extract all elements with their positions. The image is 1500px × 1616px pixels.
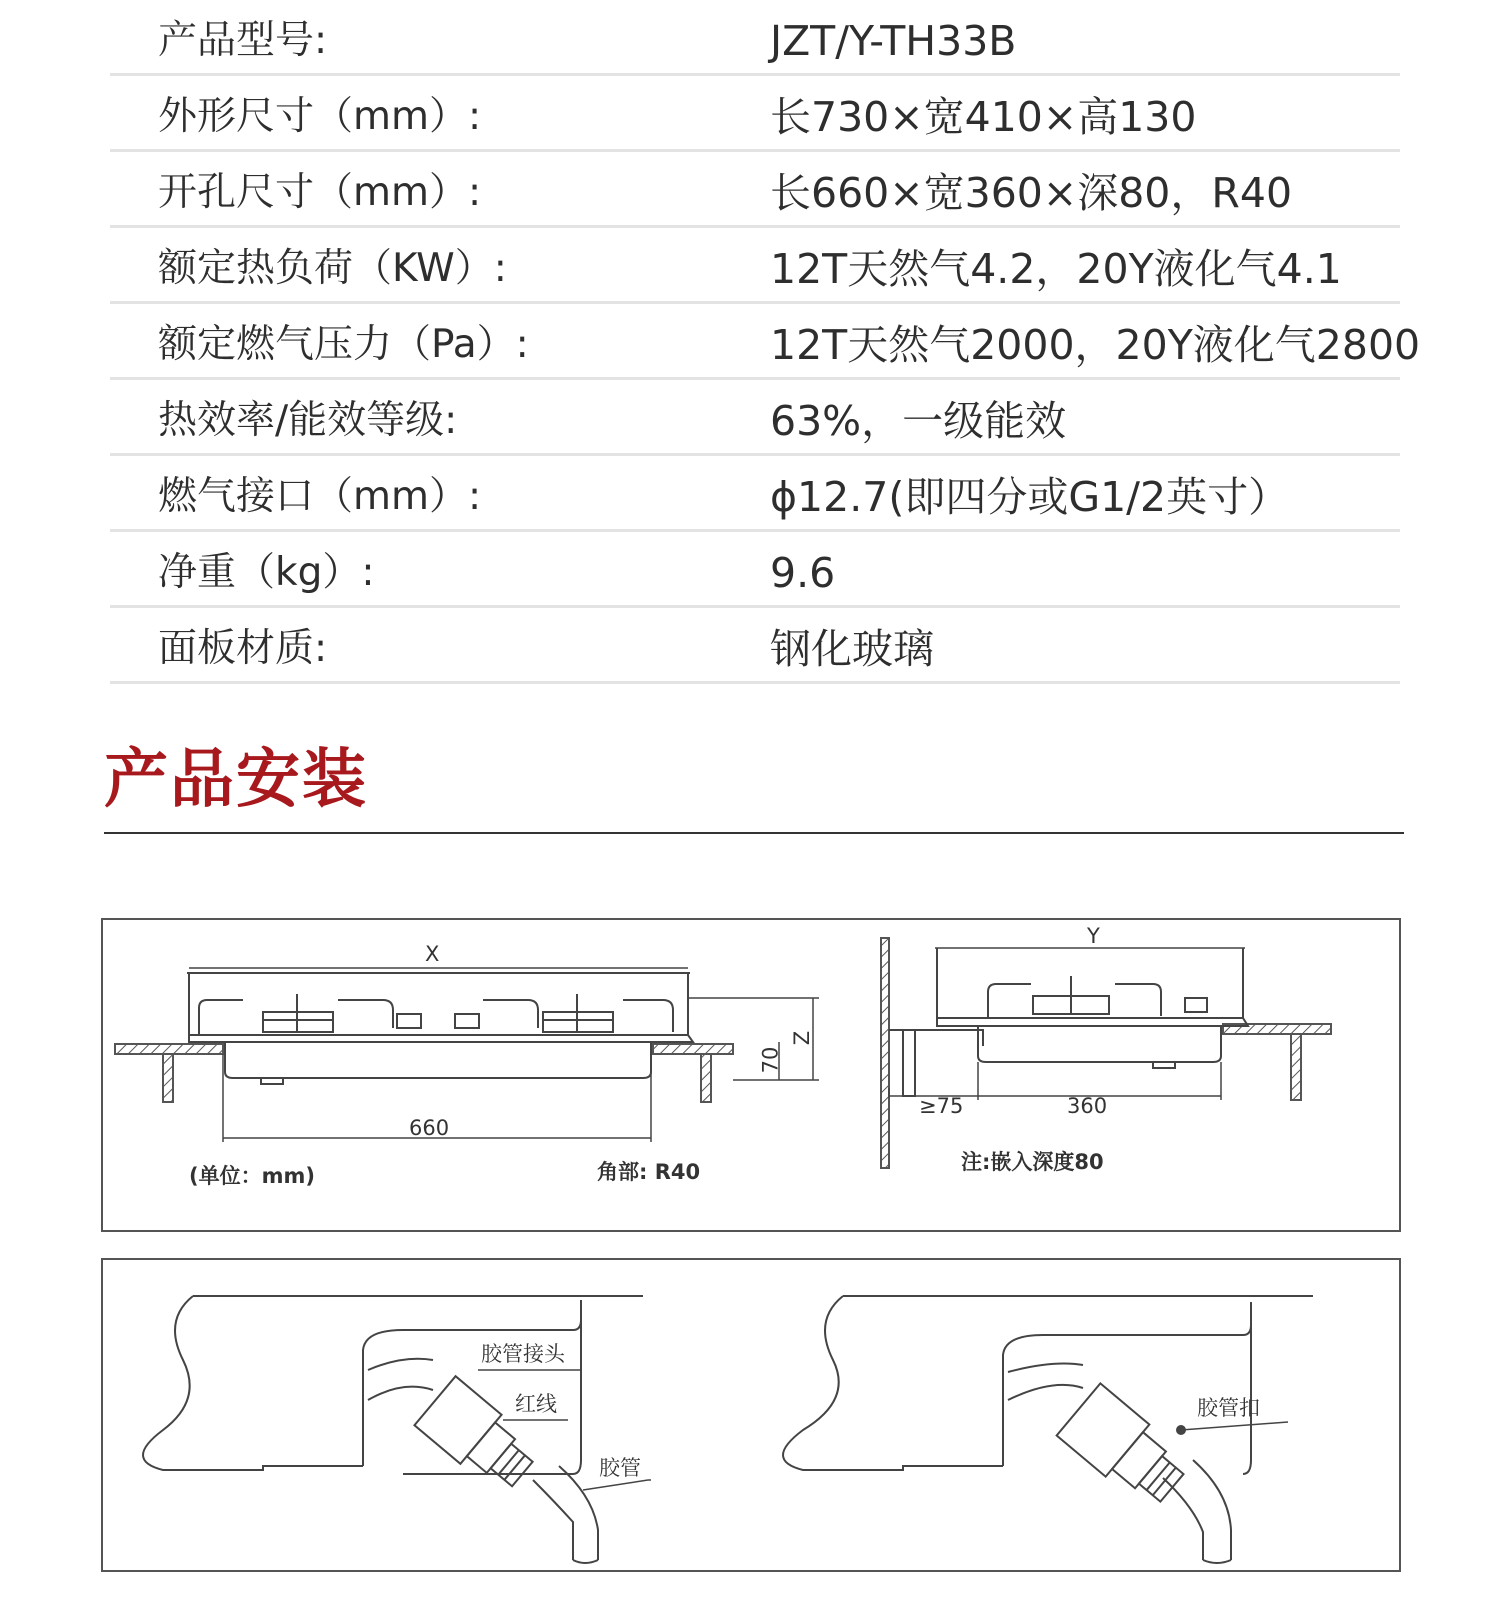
spec-row-cutout-size: [110, 152, 1400, 228]
hose-connection-diagram: [101, 1258, 1401, 1572]
spec-row-net-weight: [110, 532, 1400, 608]
spec-value: ϕ12.7(即四分或G1/2英寸）: [770, 473, 1290, 521]
spec-label: 开孔尺寸（mm）:: [158, 170, 482, 215]
hose-label: 胶管: [599, 1456, 641, 1480]
spec-row-gas-interface: [110, 456, 1400, 532]
dim-x-label: X: [425, 942, 440, 966]
spec-row-outer-size: [110, 76, 1400, 152]
section-title: 产品安装: [104, 743, 368, 817]
spec-value: JZT/Y-TH33B: [770, 17, 1017, 65]
hose-clamp-label: 胶管扣: [1197, 1396, 1260, 1420]
spec-label: 面板材质:: [158, 626, 328, 671]
spec-value: 63%，一级能效: [770, 397, 1067, 445]
depth-note: 注:嵌入深度80: [961, 1150, 1104, 1174]
spec-label: 燃气接口（mm）:: [158, 474, 482, 519]
corner-note: 角部: R40: [597, 1160, 701, 1184]
spec-row-gas-pressure: [110, 304, 1421, 380]
dim-z-label: Z: [790, 1030, 815, 1046]
dim-75-label: ≥75: [919, 1094, 964, 1118]
spec-value: 长730×宽410×高130: [770, 93, 1197, 141]
dim-70-label: 70: [758, 1046, 783, 1074]
spec-table: [110, 0, 1421, 684]
spec-value: 长660×宽360×深80，R40: [770, 169, 1293, 217]
spec-value: 9.6: [770, 549, 836, 597]
hose-connector-label: 胶管接头: [481, 1342, 565, 1366]
spec-row-heat-load: [110, 228, 1400, 304]
dim-360-label: 360: [1067, 1094, 1108, 1118]
unit-note: (单位：mm): [189, 1164, 315, 1188]
spec-label: 热效率/能效等级:: [158, 398, 458, 443]
spec-label: 额定燃气压力（Pa）:: [158, 322, 529, 367]
red-line-label: 红线: [515, 1392, 557, 1416]
dim-y-label: Y: [1087, 924, 1100, 948]
section-divider: [104, 832, 1404, 834]
dim-660-label: 660: [409, 1116, 450, 1140]
spec-label: 额定热负荷（KW）:: [158, 246, 507, 291]
spec-value: 12T天然气2000，20Y液化气2800: [770, 321, 1421, 369]
spec-label: 外形尺寸（mm）:: [158, 94, 482, 139]
spec-value: 12T天然气4.2，20Y液化气4.1: [770, 245, 1342, 293]
spec-row-efficiency: [110, 380, 1400, 456]
spec-row-panel-material: [110, 608, 1400, 684]
spec-label: 净重（kg）:: [158, 550, 375, 595]
installation-dimension-diagram: [101, 918, 1401, 1232]
spec-value: 钢化玻璃: [770, 625, 934, 673]
spec-label: 产品型号:: [158, 18, 328, 63]
spec-row-model: [110, 0, 1400, 76]
